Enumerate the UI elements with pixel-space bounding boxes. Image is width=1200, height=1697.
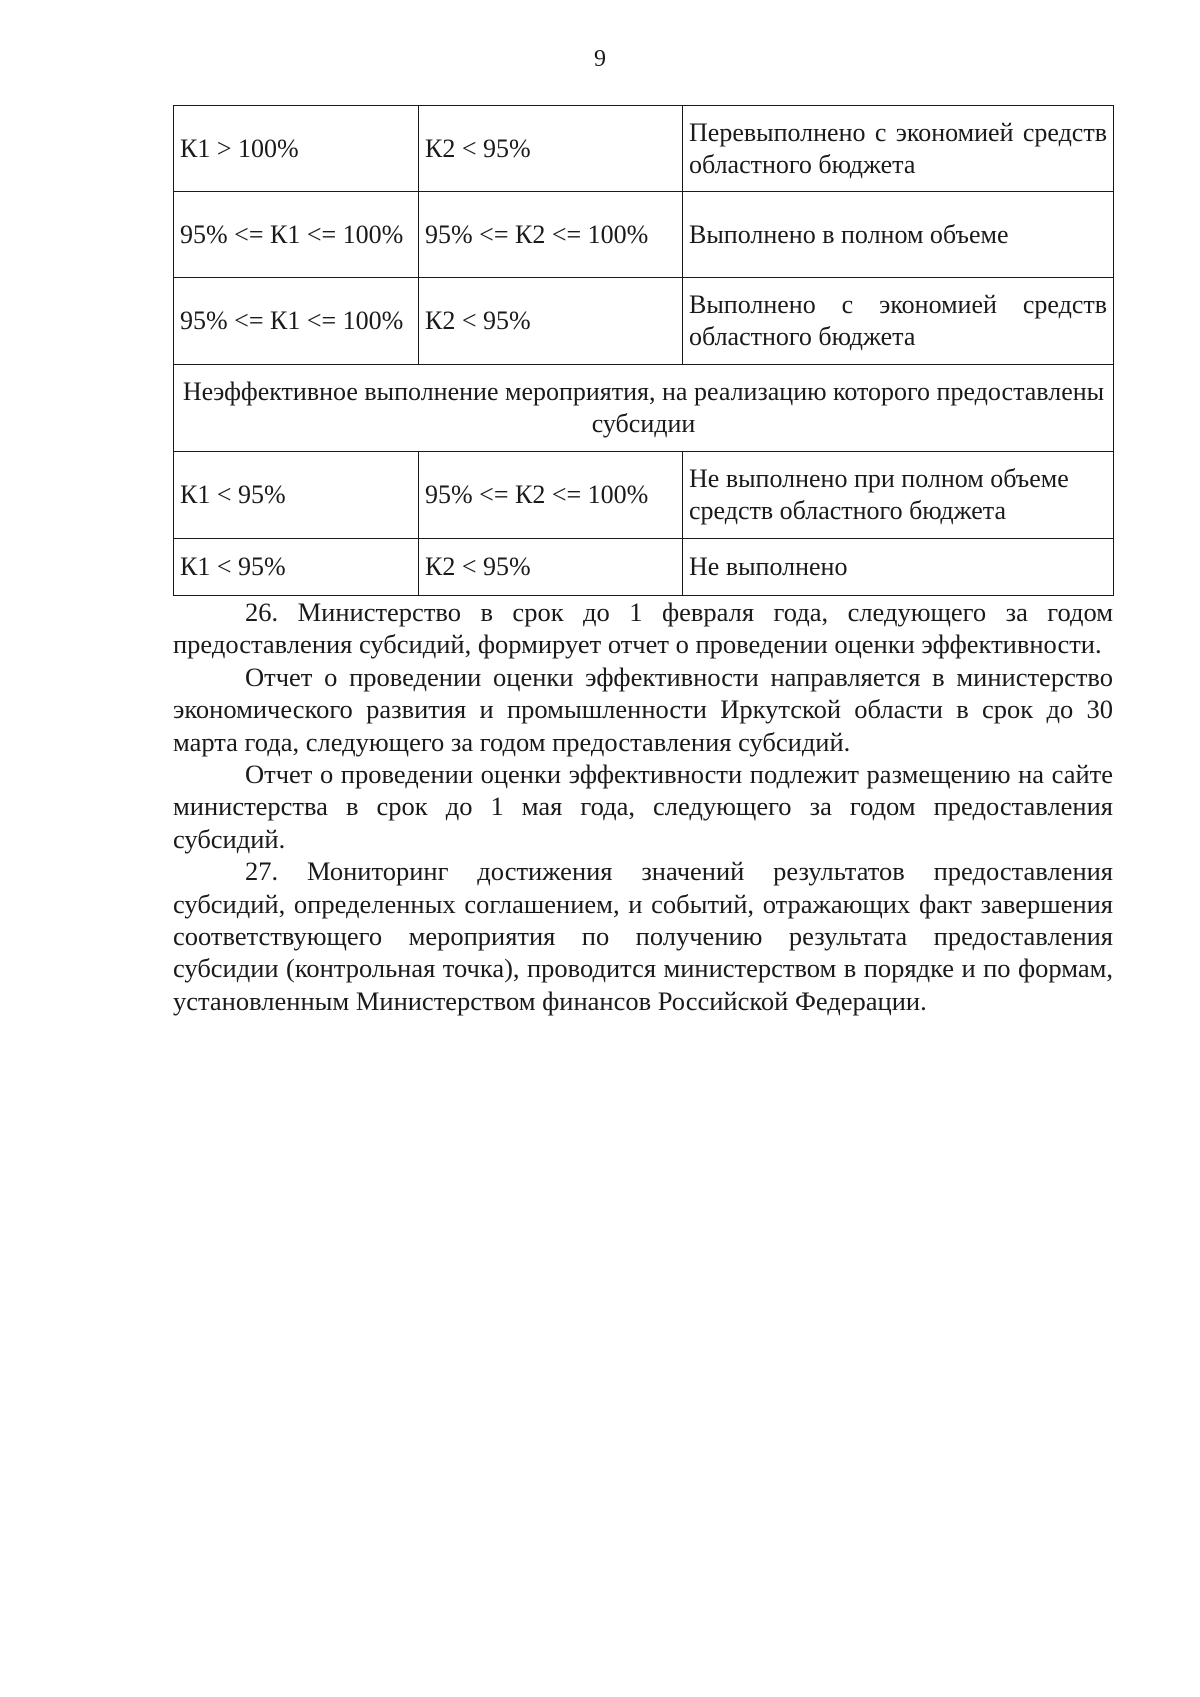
paragraph-27: 27. Мониторинг достижения значений результатов предоставления субсидий, определенных соглашением, и событий, отражающих факт завершения соответствующего мероприятия по получению результата предоставления субсидии (контрольная точка), проводится министерством в порядке и по формам, установленным Министерством финансов Российской Федерации. bbox=[173, 856, 1113, 1016]
table-row bbox=[174, 192, 1114, 278]
k1-cell: К1 < 95% bbox=[174, 539, 419, 596]
table-section-row bbox=[174, 365, 1114, 452]
k1-cell: 95% <= К1 <= 100% bbox=[174, 278, 419, 365]
table-row bbox=[174, 539, 1114, 596]
page-number: 9 bbox=[594, 46, 606, 72]
table-row bbox=[174, 278, 1114, 365]
k2-cell: К2 < 95% bbox=[419, 106, 683, 192]
k1-cell: К1 > 100% bbox=[174, 106, 419, 192]
result-cell: Выполнено в полном объеме bbox=[683, 192, 1114, 278]
paragraph-report-submission: Отчет о проведении оценки эффективности направляется в министерство экономического развития и промышленности Иркутской области в срок до 30 марта года, следующего за годом предоставления субсидий. bbox=[173, 661, 1113, 757]
body-text bbox=[173, 596, 1113, 1017]
paragraph-report-publication: Отчет о проведении оценки эффективности подлежит размещению на сайте министерства в срок до 1 мая года, следующего за годом предоставления субсидий. bbox=[173, 759, 1113, 854]
result-cell: Не выполнено при полном объеме средств областного бюджета bbox=[683, 452, 1114, 539]
section-heading: Неэффективное выполнение мероприятия, на реализацию которого предоставлены субсидии bbox=[174, 365, 1114, 452]
table-row bbox=[174, 452, 1114, 539]
k1-cell: 95% <= К1 <= 100% bbox=[174, 192, 419, 278]
evaluation-criteria-table bbox=[173, 105, 1114, 596]
result-cell: Выполнено с экономией средств областного бюджета bbox=[683, 278, 1114, 365]
result-cell: Перевыполнено с экономией средств областного бюджета bbox=[683, 106, 1114, 192]
k1-cell: К1 < 95% bbox=[174, 452, 419, 539]
k2-cell: 95% <= К2 <= 100% bbox=[419, 192, 683, 278]
k2-cell: К2 < 95% bbox=[419, 278, 683, 365]
k2-cell: 95% <= К2 <= 100% bbox=[419, 452, 683, 539]
table-row bbox=[174, 106, 1114, 192]
k2-cell: К2 < 95% bbox=[419, 539, 683, 596]
result-cell: Не выполнено bbox=[683, 539, 1114, 596]
paragraph-26: 26. Министерство в срок до 1 февраля года, следующего за годом предоставления субсидий, формирует отчет о проведении оценки эффективности. bbox=[173, 597, 1113, 660]
